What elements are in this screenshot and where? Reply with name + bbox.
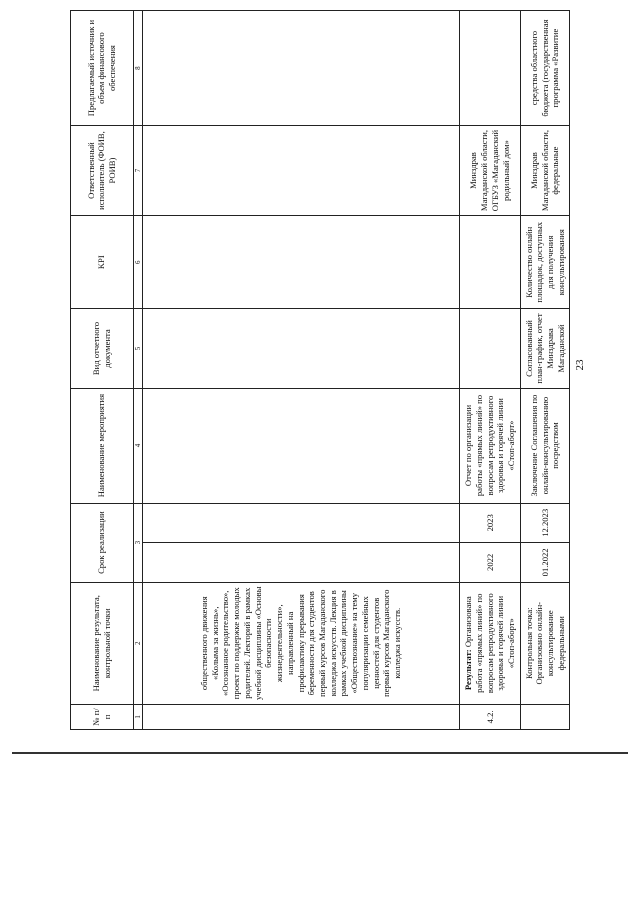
cell-start xyxy=(143,543,459,583)
cell-doc xyxy=(143,309,459,388)
column-number-row xyxy=(133,11,143,730)
cell-name: Контрольная точка: Организовано онлайн-консультирование федеральными xyxy=(521,582,570,704)
col-number: 2 xyxy=(133,582,143,704)
header-name: Наименование результата, контрольной точки xyxy=(71,582,134,704)
cell-start: 2022 xyxy=(459,543,521,583)
table-row-result xyxy=(459,11,521,730)
cell-end: 12.2023 xyxy=(521,503,570,543)
action-plan-table xyxy=(70,10,570,730)
cell-exec: Минздрав Магаданской области, ОГБУЗ «Магаданский родильный дом» xyxy=(459,126,521,216)
header-event: Наименование мероприятия xyxy=(71,388,134,503)
cell-num xyxy=(521,704,570,729)
cell-kpi: Количество онлайн площадок, доступных для получения консультирования xyxy=(521,215,570,308)
cell-finance xyxy=(143,11,459,126)
col-number: 8 xyxy=(133,11,143,126)
cell-doc: Согласованный план-график, отчет Минздрава Магаданской xyxy=(521,309,570,388)
table-row-continuation xyxy=(143,11,459,730)
col-number: 6 xyxy=(133,215,143,308)
header-doc: Вид отчетного документа xyxy=(71,309,134,388)
cell-num: 4.2. xyxy=(459,704,521,729)
cell-end xyxy=(143,503,459,543)
cell-start: 01.2022 xyxy=(521,543,570,583)
cell-finance xyxy=(459,11,521,126)
col-number: 7 xyxy=(133,126,143,216)
table-row-checkpoint xyxy=(521,11,570,730)
header-exec: Ответственный исполнитель (ФОИВ, РОИВ) xyxy=(71,126,134,216)
cell-exec: Минздрав Магаданской области, федеральные xyxy=(521,126,570,216)
col-number: 4 xyxy=(133,388,143,503)
result-label: Результат: xyxy=(463,649,474,691)
cell-finance: средства областного бюджета (государственная программа «Развитие xyxy=(521,11,570,126)
cell-name xyxy=(459,582,521,704)
cell-exec xyxy=(143,126,459,216)
header-row xyxy=(71,11,134,730)
cell-doc xyxy=(459,309,521,388)
cell-name: общественного движения «Колыма за жизнь», «Осознанное родительство», проект по поддержке молодых родителей. Лекторий в рамках учебной дисциплины «Основы безопасности жизнедеятельности», направленный на профилактику прерывания беременности для студентов первый курсов Магаданского колледжа искусств. Лекция в рамках учебной дисциплины «Обществознание» на тему популяризации семейных ценностей для студентов первый курсов Магаданского колледжа искусств. xyxy=(143,582,459,704)
header-num: № п/п xyxy=(71,704,134,729)
result-text: Организована работа «прямых линий» по вопросам репродуктивного здоровья и горячей линии «Стоп-аборт» xyxy=(463,593,516,694)
cell-event: Отчет по организации работы «прямых линий» по вопросам репродуктивного здоровья и горячей линии «Стоп-аборт» xyxy=(459,388,521,503)
cell-kpi xyxy=(143,215,459,308)
cell-kpi xyxy=(459,215,521,308)
header-period: Срок реализации xyxy=(71,503,134,582)
cell-event: Заключение Соглашения по онлайн-консультированию посредством xyxy=(521,388,570,503)
page-divider-line xyxy=(12,752,628,754)
cell-num xyxy=(143,704,459,729)
col-number: 3 xyxy=(133,503,143,582)
header-kpi: KPI xyxy=(71,215,134,308)
cell-event xyxy=(143,388,459,503)
col-number: 1 xyxy=(133,704,143,729)
header-finance: Предлагаемый источник и объем финансового обеспечения xyxy=(71,11,134,126)
col-number: 5 xyxy=(133,309,143,388)
cell-end: 2023 xyxy=(459,503,521,543)
page-number: 23 xyxy=(574,359,586,371)
rotated-page-content xyxy=(70,10,586,730)
